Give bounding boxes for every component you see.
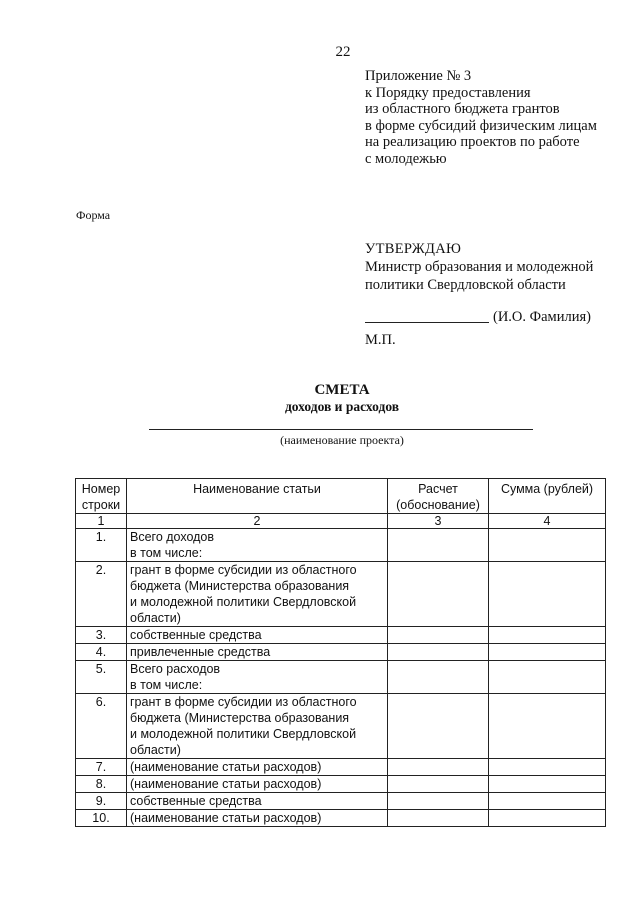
row-item-name [127, 562, 388, 627]
row-item-line: бюджета (Министерства образования [130, 579, 350, 593]
row-item-line: (наименование статьи расходов) [130, 811, 322, 825]
row-item-line: грант в форме субсидии из областного [130, 563, 357, 577]
appendix-line: на реализацию проектов по работе [365, 134, 580, 151]
header-number-line: строки [81, 498, 121, 512]
signature-name: (И.О. Фамилия) [493, 309, 591, 325]
row-calc-cell[interactable] [388, 529, 489, 562]
column-index: 3 [388, 514, 489, 529]
row-item-line: бюджета (Министерства образования [130, 711, 350, 725]
row-item-line: Всего расходов [130, 662, 221, 676]
header-calc [388, 479, 489, 514]
row-item-line: грант в форме субсидии из областного [130, 695, 357, 709]
signature-line [365, 308, 591, 326]
row-item-name [127, 644, 388, 661]
appendix-line: Приложение № 3 [365, 68, 472, 84]
row-item-line: области) [130, 611, 181, 625]
table-row [76, 562, 606, 627]
row-sum-cell[interactable] [489, 759, 606, 776]
table-row [76, 793, 606, 810]
row-item-name [127, 776, 388, 793]
row-number: 6. [76, 694, 127, 759]
table-row [76, 529, 606, 562]
row-number: 10. [76, 810, 127, 827]
row-sum-cell[interactable] [489, 776, 606, 793]
row-item-name [127, 810, 388, 827]
row-calc-cell[interactable] [388, 776, 489, 793]
row-item-name [127, 759, 388, 776]
stamp-label: М.П. [365, 332, 396, 348]
budget-table [75, 478, 606, 827]
row-item-name [127, 661, 388, 694]
header-number-line: Номер [81, 482, 121, 496]
row-item-name [127, 529, 388, 562]
row-sum-cell[interactable] [489, 644, 606, 661]
row-number: 5. [76, 661, 127, 694]
row-number: 4. [76, 644, 127, 661]
row-item-line: (наименование статьи расходов) [130, 760, 322, 774]
row-sum-cell[interactable] [489, 661, 606, 694]
header-number [76, 479, 127, 514]
row-calc-cell[interactable] [388, 661, 489, 694]
row-item-line: и молодежной политики Свердловской [130, 727, 357, 741]
row-number: 2. [76, 562, 127, 627]
project-name-caption: (наименование проекта) [280, 433, 404, 447]
budget-table-body [76, 529, 606, 827]
column-index: 4 [489, 514, 606, 529]
row-item-line: собственные средства [130, 628, 262, 642]
form-label: Форма [76, 208, 111, 222]
appendix-line: из областного бюджета грантов [365, 101, 560, 118]
row-calc-cell[interactable] [388, 759, 489, 776]
row-sum-cell[interactable] [489, 529, 606, 562]
row-calc-cell[interactable] [388, 694, 489, 759]
row-item-name [127, 793, 388, 810]
header-sum: Сумма (рублей) [489, 479, 606, 514]
row-calc-cell[interactable] [388, 793, 489, 810]
row-calc-cell[interactable] [388, 644, 489, 661]
appendix-line: к Порядку предоставления [365, 84, 531, 101]
row-item-line: и молодежной политики Свердловской [130, 595, 357, 609]
row-number: 7. [76, 759, 127, 776]
project-name-line [149, 429, 533, 430]
approval-position-line: политики Свердловской области [365, 277, 566, 293]
table-header-row [76, 479, 606, 514]
document-title: СМЕТА [314, 382, 370, 398]
row-item-line: в том числе: [130, 546, 203, 560]
row-sum-cell[interactable] [489, 562, 606, 627]
header-name: Наименование статьи [127, 479, 388, 514]
header-calc-line: Расчет [418, 482, 458, 496]
approval-position-line: Министр образования и молодежной [365, 259, 594, 275]
appendix-line: с молодежью [365, 150, 447, 167]
row-item-line: привлеченные средства [130, 645, 271, 659]
approval-heading: УТВЕРЖДАЮ [365, 241, 462, 257]
row-item-line: (наименование статьи расходов) [130, 777, 322, 791]
column-index: 2 [127, 514, 388, 529]
row-calc-cell[interactable] [388, 627, 489, 644]
row-item-name [127, 627, 388, 644]
row-item-line: в том числе: [130, 678, 203, 692]
row-sum-cell[interactable] [489, 694, 606, 759]
appendix-line: в форме субсидий физическим лицам [365, 117, 597, 134]
row-item-line: области) [130, 743, 181, 757]
table-row [76, 694, 606, 759]
row-number: 1. [76, 529, 127, 562]
page-number: 22 [335, 44, 351, 60]
document-subtitle: доходов и расходов [284, 399, 400, 414]
column-index: 1 [76, 514, 127, 529]
signature-blank [365, 308, 489, 323]
table-row [76, 661, 606, 694]
row-sum-cell[interactable] [489, 627, 606, 644]
table-row [76, 776, 606, 793]
row-item-name [127, 694, 388, 759]
row-calc-cell[interactable] [388, 562, 489, 627]
table-row [76, 810, 606, 827]
approval-block [365, 240, 593, 294]
row-number: 3. [76, 627, 127, 644]
row-sum-cell[interactable] [489, 793, 606, 810]
header-calc-line: (обоснование) [396, 498, 480, 512]
row-item-line: собственные средства [130, 794, 262, 808]
row-number: 9. [76, 793, 127, 810]
row-calc-cell[interactable] [388, 810, 489, 827]
appendix-block [365, 68, 597, 168]
row-item-line: Всего доходов [130, 530, 215, 544]
column-index-row [76, 514, 606, 529]
row-sum-cell[interactable] [489, 810, 606, 827]
table-row [76, 627, 606, 644]
table-row [76, 644, 606, 661]
table-row [76, 759, 606, 776]
row-number: 8. [76, 776, 127, 793]
